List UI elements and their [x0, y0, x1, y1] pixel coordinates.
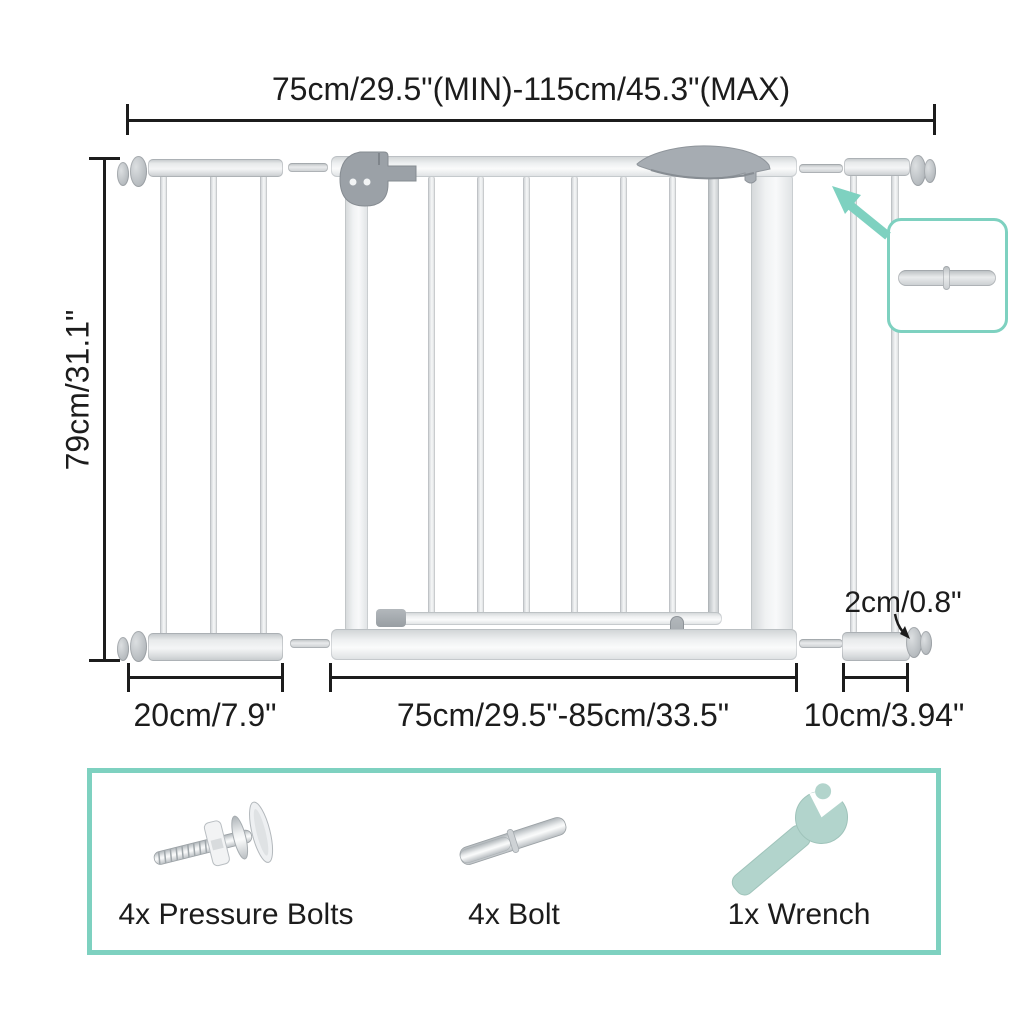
hardware-item-label: 1x Wrench: [727, 898, 871, 931]
left-extension-dim-line: [128, 676, 283, 679]
height-dim-line: [103, 158, 106, 661]
height-label: 79cm/31.1": [59, 309, 96, 471]
gate-door-bar: [669, 176, 676, 618]
connector-bolt-icon: [290, 639, 330, 648]
pressure-knob-icon: [117, 162, 129, 186]
dim-tick: [281, 663, 284, 692]
connector-bolt-icon: [799, 164, 843, 173]
dim-tick: [89, 157, 120, 160]
gate-left-post: [345, 175, 368, 632]
pressure-knob-icon: [117, 637, 129, 661]
pressure-knob-icon: [130, 631, 147, 662]
dim-tick: [126, 104, 129, 135]
gate-door-bottom-cap: [376, 609, 406, 627]
gap-pointer-arrow-icon: [886, 612, 918, 642]
right-extension-dim-line: [843, 676, 908, 679]
pressure-bolt-icon: [140, 798, 320, 883]
handle-icon: [634, 142, 774, 188]
right-extension-bar: [850, 174, 857, 634]
dim-tick: [795, 663, 798, 692]
callout-arrow-icon: [824, 180, 896, 242]
connector-bolt-icon: [799, 639, 843, 648]
wrench-icon: [715, 781, 880, 896]
gate-door-bar: [523, 176, 530, 618]
left-extension-bar: [210, 168, 217, 640]
left-extension-label: 20cm/7.9": [133, 697, 277, 733]
gate-door-latch-stile: [708, 176, 719, 618]
overall-width-dim-line: [127, 119, 935, 122]
left-extension-bar: [260, 168, 267, 640]
gate-width-dim-line: [330, 676, 797, 679]
extension-bolt-ridge: [943, 266, 950, 290]
connector-bolt-icon: [288, 163, 328, 172]
left-extension-bottom-rail: [148, 633, 283, 661]
pressure-knob-icon: [130, 156, 147, 187]
dim-tick: [933, 104, 936, 135]
dim-tick: [329, 663, 332, 692]
pressure-knob-icon: [924, 159, 936, 183]
gate-door-bar: [477, 176, 484, 618]
dim-tick: [127, 663, 130, 692]
hinge-icon: [338, 150, 418, 208]
right-extension-top-rail: [844, 158, 910, 176]
pressure-knob-icon: [920, 631, 932, 655]
dim-tick: [842, 663, 845, 692]
gate-door-bar: [620, 176, 627, 618]
gate-right-post: [751, 175, 793, 632]
gate-door-bar: [428, 176, 435, 618]
hardware-item-label: 4x Pressure Bolts: [118, 898, 354, 931]
dim-tick: [906, 663, 909, 692]
left-extension-top-rail: [148, 159, 283, 177]
hardware-item-label: 4x Bolt: [468, 898, 560, 931]
gate-width-label: 75cm/29.5"-85cm/33.5": [396, 697, 730, 733]
gate-bottom-rail: [331, 629, 797, 660]
bolt-detail-inset: [887, 218, 1008, 333]
right-extension-label: 10cm/3.94": [803, 697, 965, 733]
overall-width-label: 75cm/29.5"(MIN)-115cm/45.3"(MAX): [271, 71, 791, 107]
left-extension-bar: [160, 168, 167, 640]
gate-door-bar: [571, 176, 578, 618]
dim-tick: [89, 659, 120, 662]
pressure-bolt-gap-label: 2cm/0.8": [844, 586, 962, 619]
bolt-icon: [448, 806, 578, 876]
